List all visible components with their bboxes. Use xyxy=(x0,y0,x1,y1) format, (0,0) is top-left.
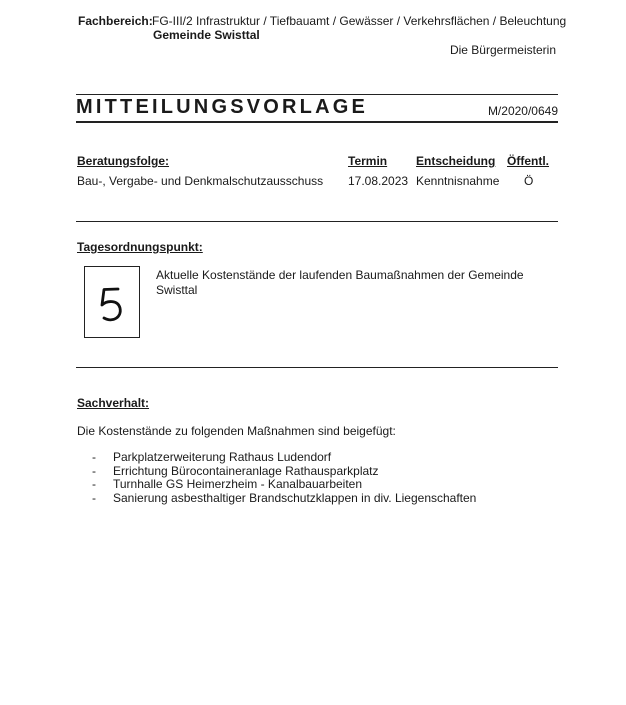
top-number-box xyxy=(84,266,140,338)
top-number-handwritten xyxy=(85,267,139,337)
tagesordnungspunkt-label: Tagesordnungspunkt: xyxy=(77,240,203,254)
table-cell-oeffentl: Ö xyxy=(524,174,534,188)
title-top-rule xyxy=(76,94,558,95)
title-bottom-rule xyxy=(76,121,558,123)
termin-header: Termin xyxy=(348,154,388,168)
section-divider-1 xyxy=(76,221,558,222)
list-item xyxy=(92,478,476,492)
tagesordnungspunkt-titel: Aktuelle Kostenstände der laufenden Baumaßnahmen der Gemeinde Swisttal xyxy=(156,268,524,297)
entscheidung-header: Entscheidung xyxy=(416,154,496,168)
massnahmen-list xyxy=(92,451,476,505)
fachbereich-value: FG-III/2 Infrastruktur / Tiefbauamt / Gewässer / Verkehrsflächen / Beleuchtung xyxy=(152,14,567,28)
list-item xyxy=(92,465,476,479)
list-item xyxy=(92,492,476,506)
oeffentl-header: Öffentl. xyxy=(507,154,549,168)
bullet-dash: - xyxy=(92,477,96,491)
list-item-text: Errichtung Bürocontaineranlage Rathausparkplatz xyxy=(113,463,379,478)
section-divider-2 xyxy=(76,367,558,368)
table-cell-entscheidung: Kenntnisnahme xyxy=(416,174,500,188)
bullet-dash: - xyxy=(92,490,96,505)
list-item-text: Turnhalle GS Heimerzheim - Kanalbauarbeiten xyxy=(113,477,363,491)
absender: Die Bürgermeisterin xyxy=(449,43,556,57)
fachbereich-label: Fachbereich: xyxy=(78,14,153,28)
list-item-text: Parkplatzerweiterung Rathaus Ludendorf xyxy=(113,450,332,464)
sachverhalt-intro: Die Kostenstände zu folgenden Maßnahmen sind beigefügt: xyxy=(77,424,396,438)
document-title: MITTEILUNGSVORLAGE xyxy=(76,96,369,118)
bullet-dash: - xyxy=(92,463,96,478)
list-item-text: Sanierung asbesthaltiger Brandschutzklappen in div. Liegenschaften xyxy=(113,490,477,505)
list-item xyxy=(92,451,476,465)
bullet-dash: - xyxy=(92,450,96,464)
sachverhalt-label: Sachverhalt: xyxy=(77,396,150,410)
table-cell-termin: 17.08.2023 xyxy=(348,174,409,188)
table-cell-gremium: Bau-, Vergabe- und Denkmalschutzausschuss xyxy=(77,174,324,188)
document-number: M/2020/0649 xyxy=(487,104,558,118)
beratungsfolge-header: Beratungsfolge: xyxy=(77,154,170,168)
gemeinde-name: Gemeinde Swisttal xyxy=(153,28,260,42)
